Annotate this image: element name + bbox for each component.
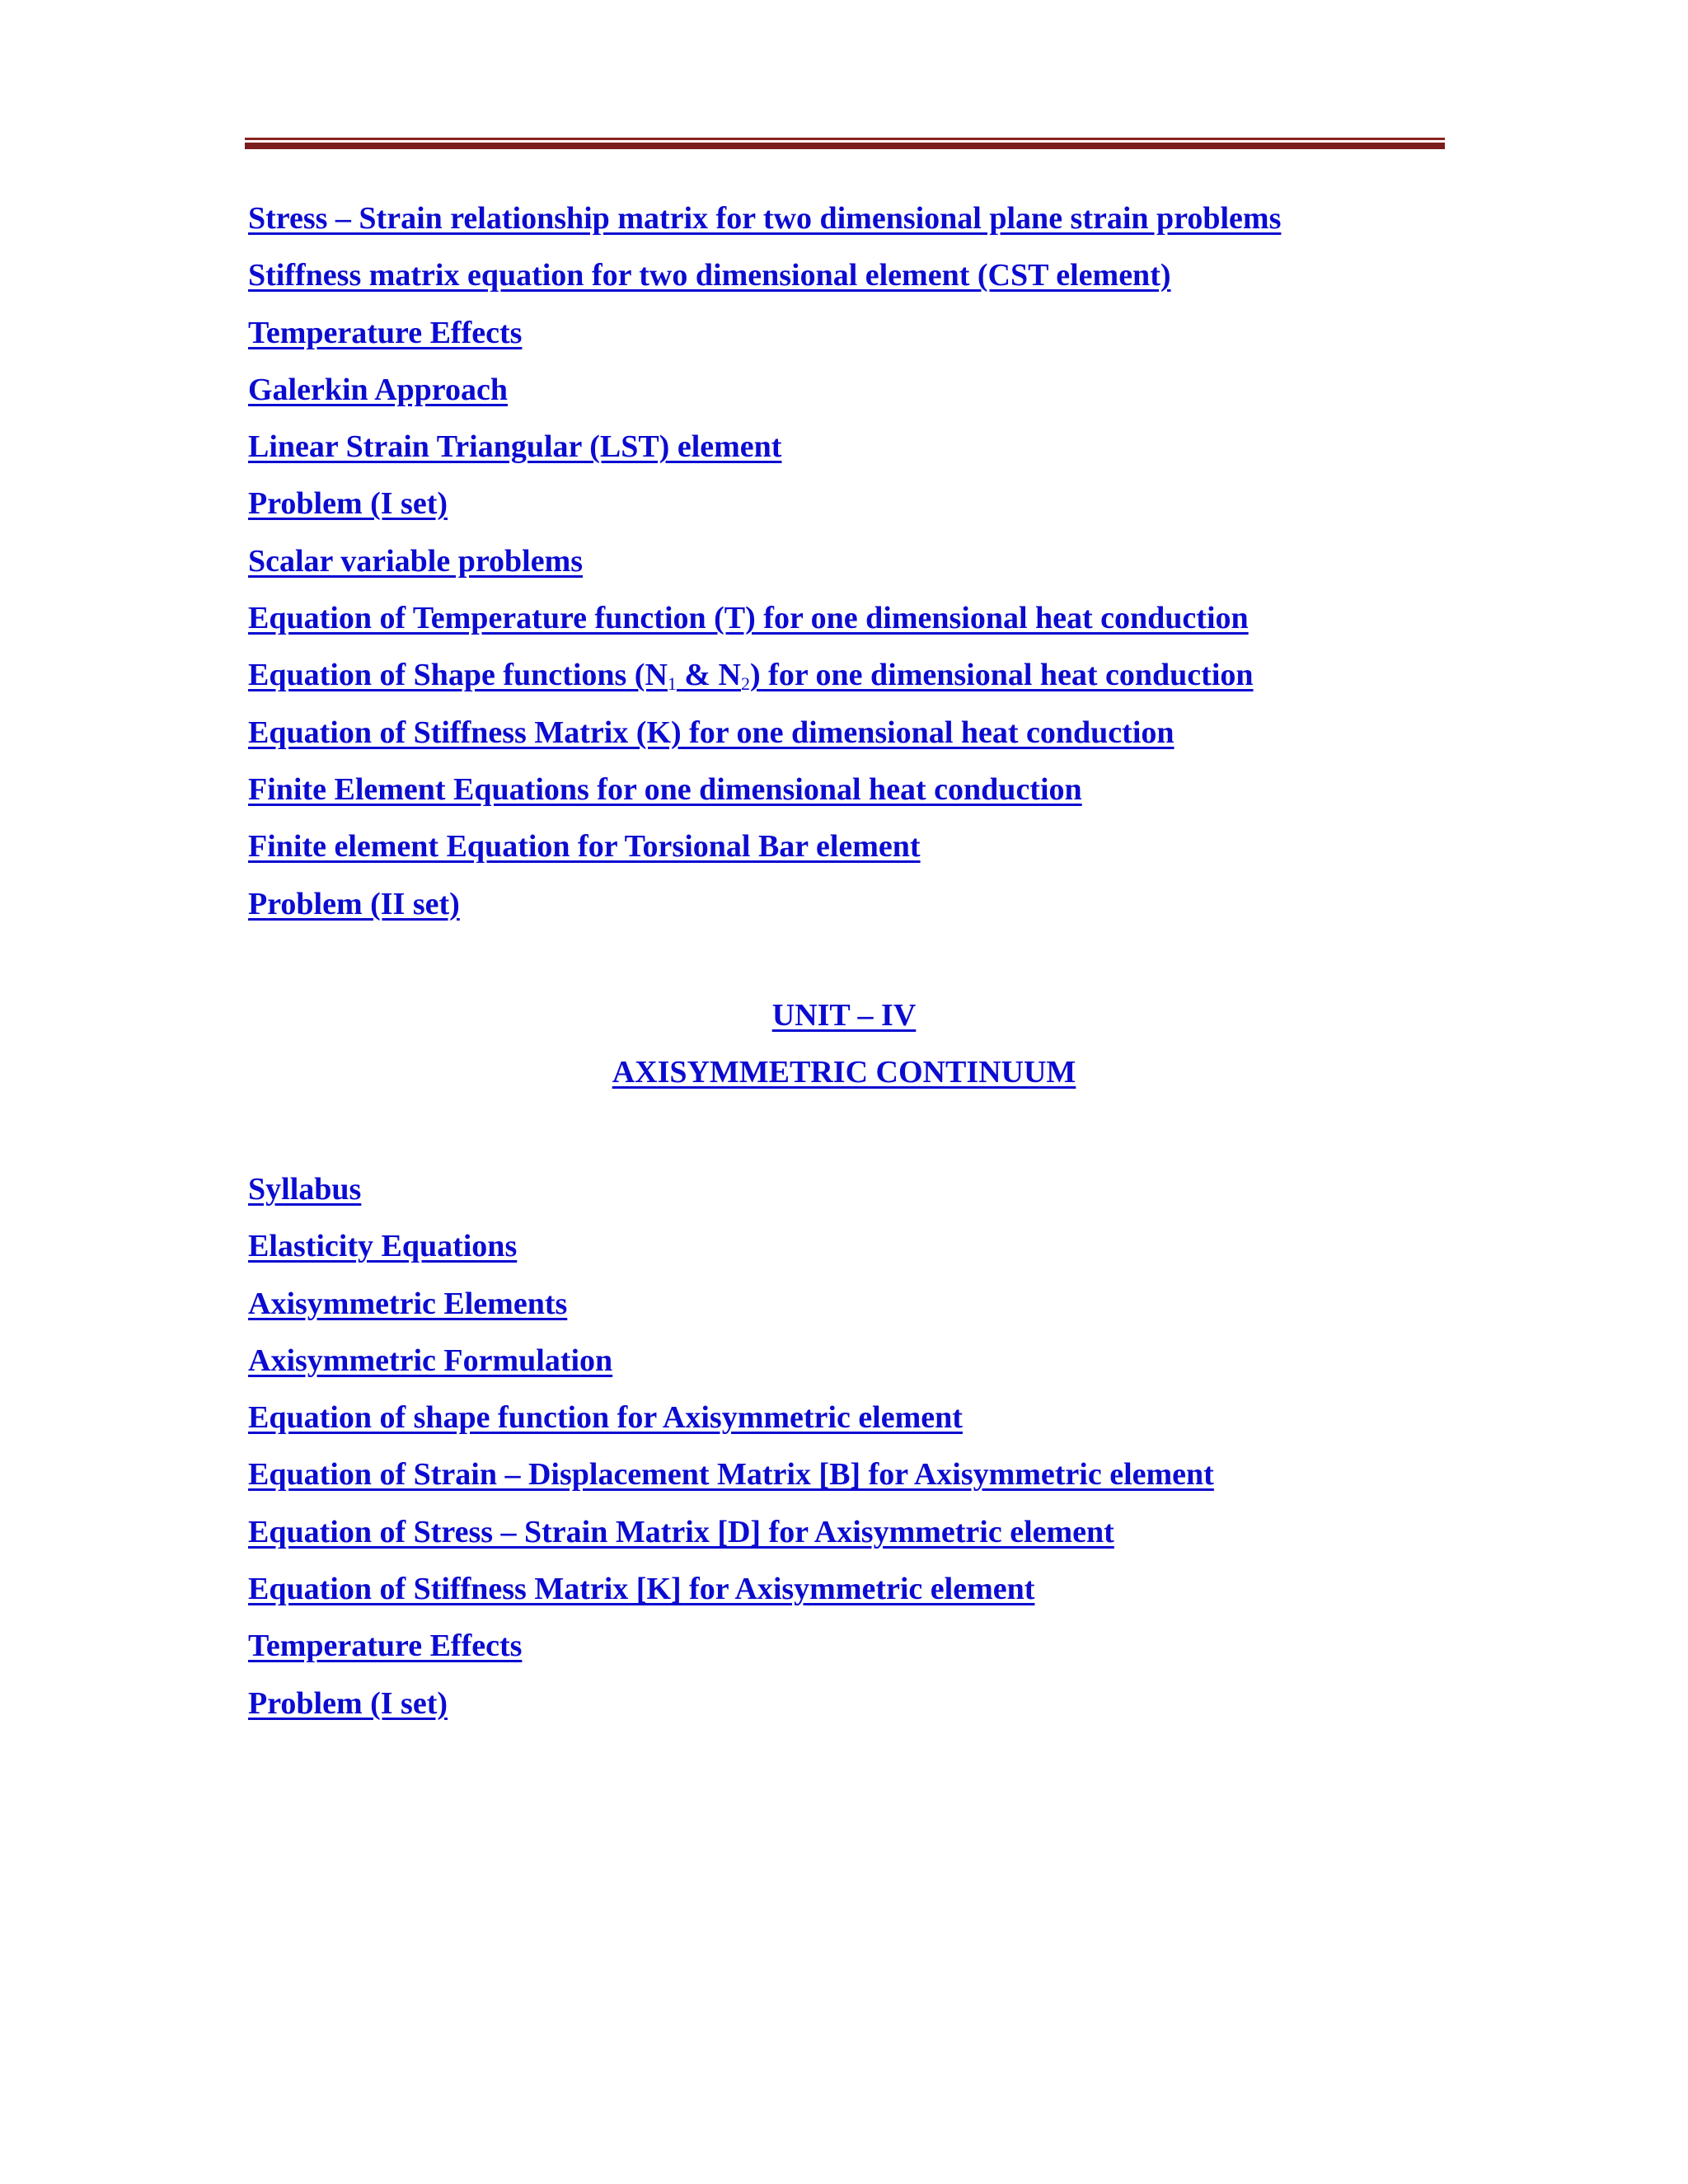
toc-link[interactable]: Syllabus: [248, 1172, 362, 1207]
toc-link[interactable]: Equation of Strain – Displacement Matrix [B] for Axisymmetric element: [248, 1457, 1214, 1493]
toc-list-unit-iv: [248, 1169, 1214, 1741]
toc-link[interactable]: Problem (II set): [248, 886, 460, 921]
toc-item: [248, 827, 1281, 883]
subscript: 1: [667, 673, 677, 695]
toc-item: [248, 1341, 1214, 1398]
unit-title-link[interactable]: UNIT – IV: [771, 998, 917, 1033]
toc-item: [248, 427, 1281, 484]
header-rule-thick: [245, 143, 1445, 149]
toc-link[interactable]: Galerkin Approach: [248, 372, 508, 407]
toc-item: [248, 1169, 1214, 1226]
toc-item: [248, 199, 1281, 255]
unit-subtitle: [0, 1054, 1688, 1090]
toc-link[interactable]: Equation of Temperature function (T) for one dimensional heat conduction: [248, 601, 1249, 636]
toc-link[interactable]: Equation of Stress – Strain Matrix [D] for Axisymmetric element: [248, 1514, 1114, 1549]
toc-list-unit-iii: [248, 199, 1281, 941]
toc-link[interactable]: Equation of Stiffness Matrix [K] for Axisymmetric element: [248, 1572, 1035, 1607]
toc-link[interactable]: Axisymmetric Formulation: [248, 1343, 613, 1378]
toc-item: [248, 1226, 1214, 1283]
toc-link[interactable]: Temperature Effects: [248, 1629, 523, 1664]
toc-item: [248, 770, 1281, 827]
toc-item: [248, 1569, 1214, 1626]
toc-item: [248, 1626, 1214, 1683]
toc-link[interactable]: Finite element Equation for Torsional Bar element: [248, 829, 921, 865]
subscript: 2: [741, 673, 751, 695]
toc-link[interactable]: Temperature Effects: [248, 315, 523, 350]
toc-item: [248, 370, 1281, 427]
toc-item: [248, 598, 1281, 655]
header-rule-thin: [245, 138, 1445, 140]
toc-item: [248, 1398, 1214, 1455]
toc-link[interactable]: Elasticity Equations: [248, 1229, 518, 1264]
toc-item: [248, 255, 1281, 312]
toc-link[interactable]: Stiffness matrix equation for two dimensional element (CST element): [248, 258, 1171, 293]
toc-link[interactable]: Equation of Stiffness Matrix (K) for one dimensional heat conduction: [248, 715, 1175, 750]
toc-link-text: & N: [676, 658, 742, 693]
toc-item: [248, 484, 1281, 541]
toc-link-text: ) for one dimensional heat conduction: [750, 658, 1254, 693]
toc-link[interactable]: Axisymmetric Elements: [248, 1286, 568, 1321]
toc-item: [248, 541, 1281, 598]
toc-item: [248, 655, 1281, 712]
toc-link[interactable]: Problem (I set): [248, 486, 448, 522]
toc-link-shape-functions[interactable]: [248, 658, 1254, 695]
toc-link[interactable]: Scalar variable problems: [248, 543, 584, 579]
toc-item: [248, 1512, 1214, 1569]
toc-item: [248, 1284, 1214, 1341]
toc-item: [248, 884, 1281, 941]
toc-link[interactable]: Finite Element Equations for one dimensional heat conduction: [248, 771, 1082, 807]
toc-link[interactable]: Problem (I set): [248, 1685, 448, 1721]
toc-item: [248, 1684, 1214, 1741]
toc-item: [248, 713, 1281, 770]
unit-subtitle-link[interactable]: AXISYMMETRIC CONTINUUM: [612, 1055, 1076, 1090]
toc-link-text: Equation of Shape functions (N: [248, 658, 668, 693]
unit-title: [0, 997, 1688, 1033]
toc-link[interactable]: Stress – Strain relationship matrix for two dimensional plane strain problems: [248, 201, 1282, 236]
toc-link[interactable]: Equation of shape function for Axisymmetric element: [248, 1400, 963, 1436]
toc-item: [248, 313, 1281, 370]
toc-link[interactable]: Linear Strain Triangular (LST) element: [248, 429, 782, 465]
toc-item: [248, 1455, 1214, 1511]
